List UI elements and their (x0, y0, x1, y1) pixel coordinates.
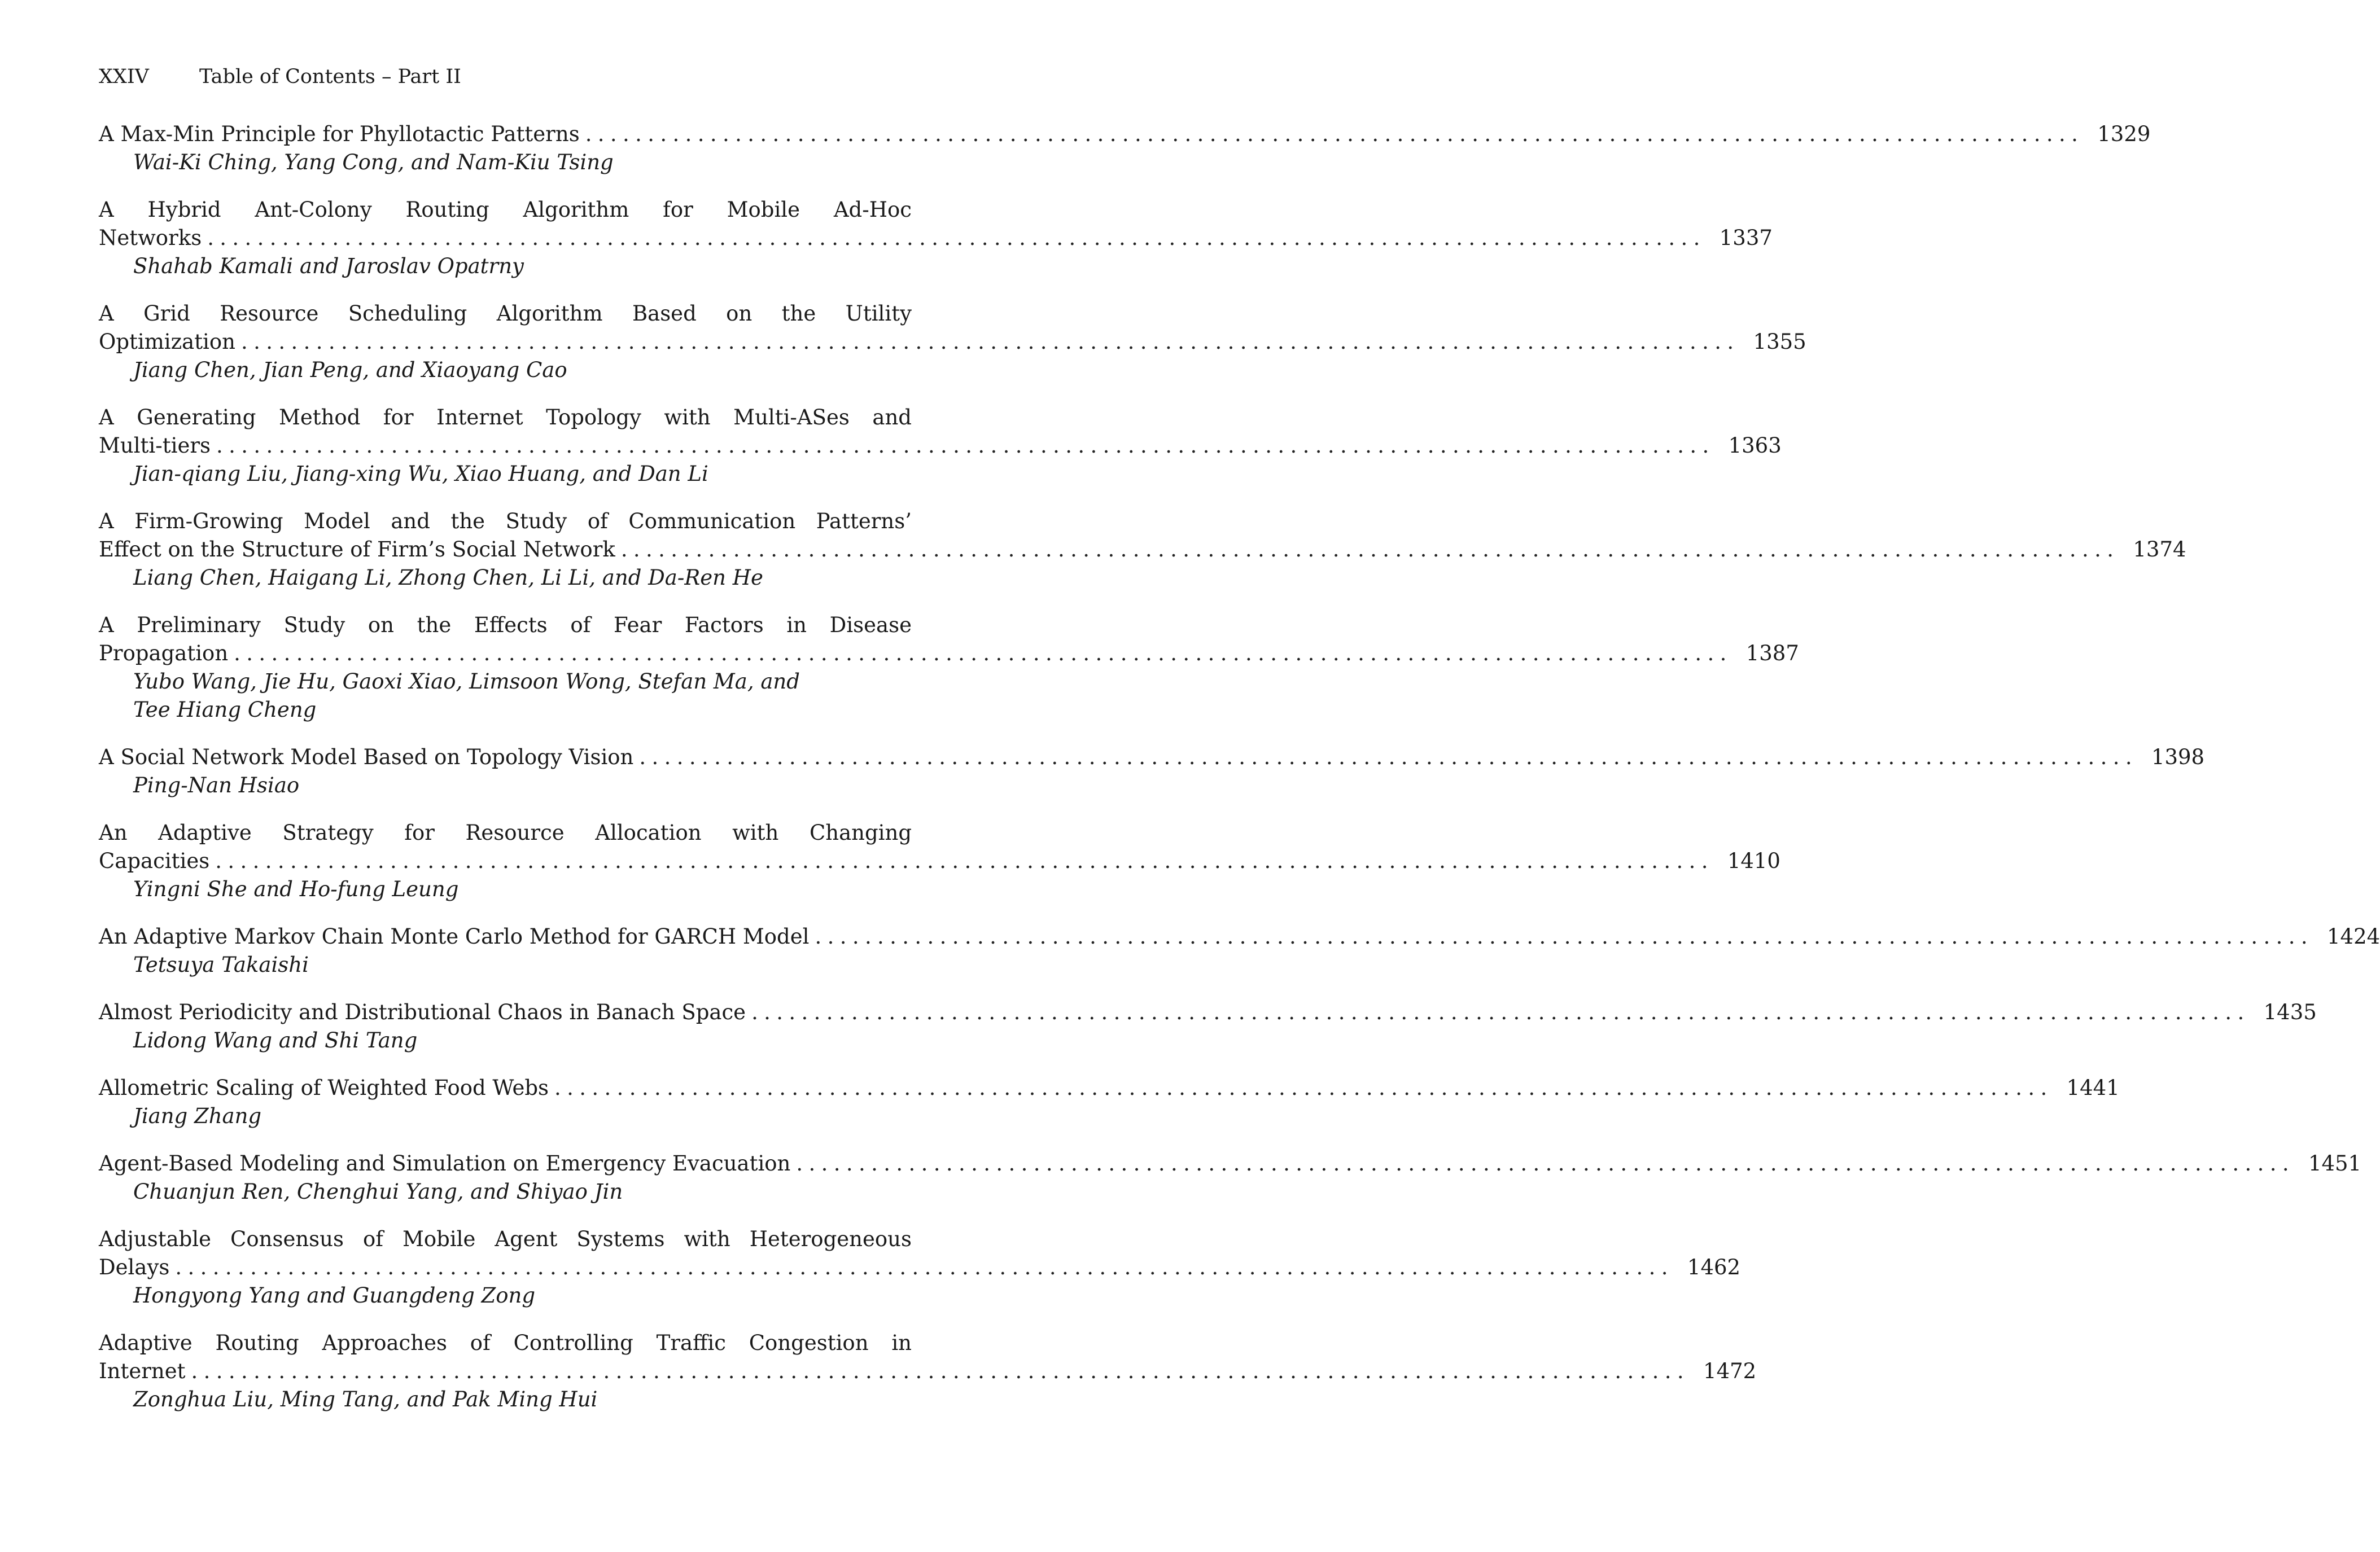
entry-authors: Lidong Wang and Shi Tang (133, 1028, 418, 1053)
entry-title-last-line (99, 1357, 1757, 1386)
entry-title-line: Adaptive Routing Approaches of Controlling Traffic Congestion in (99, 1331, 912, 1355)
entry-authors: Chuanjun Ren, Chenghui Yang, and Shiyao Jin (133, 1180, 623, 1204)
dot-leader: ........................................................................................................................ (241, 330, 1740, 354)
toc-entry (99, 998, 2317, 1055)
entry-page-number: 1374 (2133, 537, 2186, 562)
entry-authors: Jiang Zhang (133, 1104, 262, 1128)
toc-entry (99, 196, 1773, 280)
entry-title-line: A Social Network Model Based on Topology Vision (99, 745, 634, 769)
toc-entry (99, 1150, 2362, 1206)
entry-page-number: 1398 (2151, 745, 2205, 769)
entry-title-last-line (99, 1253, 1741, 1282)
entry-title-last-line (99, 1074, 2120, 1102)
entry-page-number: 1329 (2097, 122, 2151, 146)
entry-page-number: 1462 (1687, 1255, 1741, 1279)
toc-entry (99, 404, 1782, 488)
running-title: Table of Contents – Part II (199, 65, 461, 88)
dot-leader: ........................................................................................................................ (796, 1151, 2295, 1176)
entry-authors: Yubo Wang, Jie Hu, Gaoxi Xiao, Limsoon Wong, Stefan Ma, and Tee Hiang Cheng (133, 669, 800, 722)
entry-page-number: 1355 (1753, 330, 1806, 354)
entry-title-line: Capacities (99, 849, 210, 873)
entry-authors: Jiang Chen, Jian Peng, and Xiaoyang Cao (133, 358, 567, 382)
dot-leader: ........................................................................................................................ (639, 745, 2138, 769)
entry-page-number: 1363 (1728, 433, 1782, 458)
dot-leader: ........................................................................................................................ (751, 1000, 2250, 1024)
entry-title-line: Almost Periodicity and Distributional Chaos in Banach Space (99, 1000, 746, 1024)
dot-leader: ........................................................................................................................ (585, 122, 2084, 146)
toc-entry (99, 1329, 1757, 1414)
entry-title-line: A Hybrid Ant-Colony Routing Algorithm for Mobile Ad-Hoc (99, 198, 912, 222)
entry-title-last-line (99, 1150, 2362, 1178)
entry-title-line: A Generating Method for Internet Topology with Multi-ASes and (99, 405, 912, 429)
toc-entry (99, 923, 2380, 979)
entry-title-last-line (99, 432, 1782, 460)
dot-leader: ........................................................................................................................ (815, 924, 2313, 949)
entry-title-last-line (99, 536, 2186, 564)
entry-page-number: 1441 (2066, 1076, 2120, 1100)
table-of-contents (99, 120, 2380, 1414)
entry-title-line: Adjustable Consensus of Mobile Agent Systems with Heterogeneous (99, 1227, 912, 1251)
entry-title-last-line (99, 847, 1780, 875)
entry-title-line: Delays (99, 1255, 170, 1279)
entry-page-number: 1472 (1703, 1359, 1757, 1383)
toc-entry (99, 611, 1799, 724)
entry-authors: Ping-Nan Hsiao (133, 773, 300, 797)
entry-page-number: 1337 (1719, 226, 1773, 250)
toc-entry (99, 819, 1780, 904)
entry-title-line: A Grid Resource Scheduling Algorithm Based on the Utility (99, 301, 912, 326)
toc-entry (99, 120, 2151, 177)
toc-entry (99, 300, 1806, 384)
entry-page-number: 1424 (2327, 924, 2380, 949)
entry-authors: Shahab Kamali and Jaroslav Opatrny (133, 254, 524, 278)
entry-title-last-line (99, 743, 2205, 771)
entry-authors: Zonghua Liu, Ming Tang, and Pak Ming Hui (133, 1387, 598, 1411)
entry-title-last-line (99, 639, 1799, 668)
entry-title-line: A Max-Min Principle for Phyllotactic Patterns (99, 122, 580, 146)
entry-title-line: Internet (99, 1359, 186, 1383)
toc-entry (99, 743, 2205, 800)
entry-authors: Liang Chen, Haigang Li, Zhong Chen, Li Li, and Da-Ren He (133, 565, 763, 590)
page-number: XXIV (99, 65, 149, 88)
dot-leader: ........................................................................................................................ (620, 537, 2120, 562)
toc-entry (99, 507, 2186, 592)
entry-title-line: Agent-Based Modeling and Simulation on Emergency Evacuation (99, 1151, 791, 1176)
entry-title-last-line (99, 224, 1773, 252)
entry-page-number: 1410 (1727, 849, 1780, 873)
page-header (99, 63, 461, 90)
toc-entry (99, 1074, 2120, 1130)
dot-leader: ........................................................................................................................ (191, 1359, 1690, 1383)
dot-leader: ........................................................................................................................ (234, 641, 1733, 665)
entry-title-line: An Adaptive Markov Chain Monte Carlo Method for GARCH Model (99, 924, 810, 949)
entry-title-last-line (99, 328, 1806, 356)
entry-title-line: Multi-tiers (99, 433, 211, 458)
dot-leader: ........................................................................................................................ (216, 433, 1715, 458)
entry-authors: Wai-Ki Ching, Yang Cong, and Nam-Kiu Tsing (133, 150, 614, 174)
entry-title-line: A Firm-Growing Model and the Study of Communication Patterns’ (99, 509, 912, 533)
entry-title-line: Allometric Scaling of Weighted Food Webs (99, 1076, 549, 1100)
entry-authors: Yingni She and Ho-fung Leung (133, 877, 459, 901)
dot-leader: ........................................................................................................................ (554, 1076, 2053, 1100)
entry-page-number: 1387 (1745, 641, 1799, 665)
dot-leader: ........................................................................................................................ (215, 849, 1714, 873)
entry-authors: Tetsuya Takaishi (133, 953, 309, 977)
entry-title-line: Networks (99, 226, 202, 250)
toc-entry (99, 1225, 1741, 1310)
entry-authors: Hongyong Yang and Guangdeng Zong (133, 1283, 536, 1308)
entry-page-number: 1435 (2263, 1000, 2317, 1024)
dot-leader: ........................................................................................................................ (207, 226, 1706, 250)
entry-title-line: Effect on the Structure of Firm’s Social Network (99, 537, 615, 562)
entry-page-number: 1451 (2308, 1151, 2362, 1176)
dot-leader: ........................................................................................................................ (175, 1255, 1674, 1279)
entry-title-line: An Adaptive Strategy for Resource Allocation with Changing (99, 821, 912, 845)
entry-title-last-line (99, 120, 2151, 148)
entry-title-last-line (99, 998, 2317, 1027)
entry-title-line: Optimization (99, 330, 235, 354)
entry-authors: Jian-qiang Liu, Jiang-xing Wu, Xiao Huang, and Dan Li (133, 462, 708, 486)
entry-title-line: Propagation (99, 641, 229, 665)
entry-title-line: A Preliminary Study on the Effects of Fear Factors in Disease (99, 613, 912, 637)
entry-title-last-line (99, 923, 2380, 951)
